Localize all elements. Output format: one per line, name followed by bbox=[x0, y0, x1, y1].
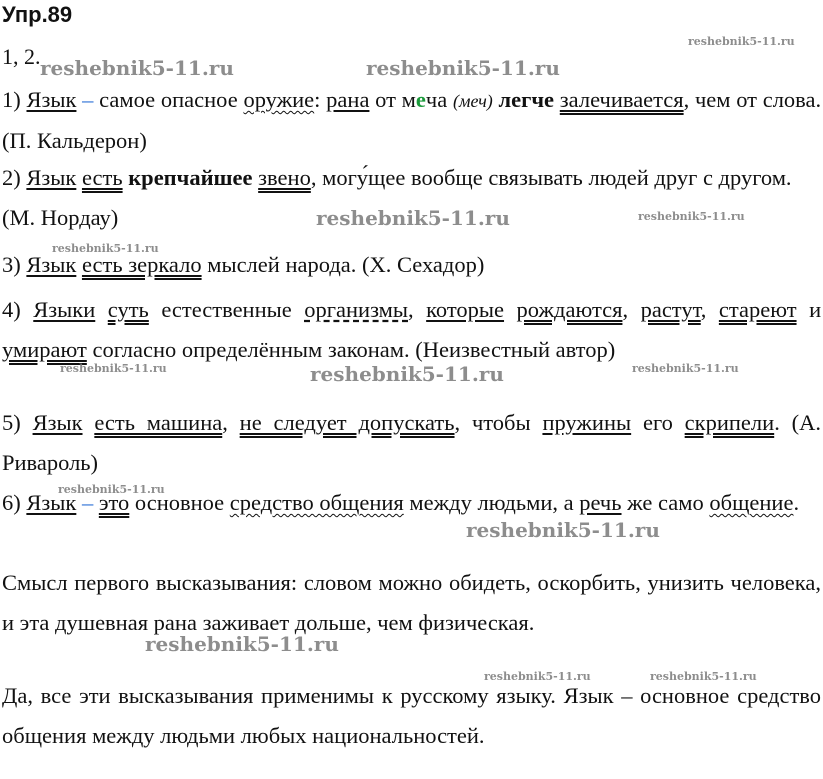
watermark: reshebnik5-11.ru bbox=[638, 210, 745, 223]
quote-6: 6) Язык – это основное средство общения между людьми, а речь же само общение. bbox=[2, 490, 800, 515]
watermark: reshebnik5-11.ru bbox=[316, 206, 510, 230]
watermark: reshebnik5-11.ru bbox=[40, 56, 234, 80]
quote-1: 1) Язык – самое опасное оружие: рана от меча (меч) легче залечивается, чем от слова. (П. Кальдерон) bbox=[2, 87, 822, 153]
quote-4: 4) Языки суть естественные организмы, которые рождаются, растут, стареют и умирают согласно определённым законам. (Неизвестный автор) bbox=[2, 297, 822, 362]
watermark: reshebnik5-11.ru bbox=[310, 362, 504, 386]
watermark: reshebnik5-11.ru bbox=[466, 518, 660, 542]
task-numbers: 1, 2. bbox=[2, 44, 41, 69]
stressed-vowel: е bbox=[415, 87, 426, 112]
watermark: reshebnik5-11.ru bbox=[58, 483, 165, 496]
watermark: reshebnik5-11.ru bbox=[688, 35, 795, 48]
meaning-paragraph: Смысл первого высказывания: словом можно обидеть, оскорбить, унизить человека, и эта душевная рана заживает дольше, чем физическая. bbox=[2, 570, 821, 635]
watermark: reshebnik5-11.ru bbox=[366, 56, 560, 80]
watermark: reshebnik5-11.ru bbox=[60, 362, 167, 375]
watermark: reshebnik5-11.ru bbox=[145, 632, 339, 656]
quote-5: 5) Язык есть машина, не следует допускать, чтобы пружины его скрипели. (А. Ривароль) bbox=[2, 410, 821, 475]
quote-3: 3) Язык есть зеркало мыслей народа. (Х. Сехадор) bbox=[2, 252, 485, 277]
watermark: reshebnik5-11.ru bbox=[632, 362, 739, 375]
watermark: reshebnik5-11.ru bbox=[650, 670, 757, 683]
watermark: reshebnik5-11.ru bbox=[52, 242, 159, 255]
watermark: reshebnik5-11.ru bbox=[484, 670, 591, 683]
quote-2: 2) Язык есть крепчайшее звено, могу́щее вообще связывать людей друг с другом. (М. Нордау) bbox=[2, 165, 792, 230]
conclusion-paragraph: Да, все эти высказывания применимы к русскому языку. Язык – основное средство общения между людьми любых национальностей. bbox=[2, 683, 821, 748]
exercise-title: Упр.89 bbox=[2, 2, 73, 27]
